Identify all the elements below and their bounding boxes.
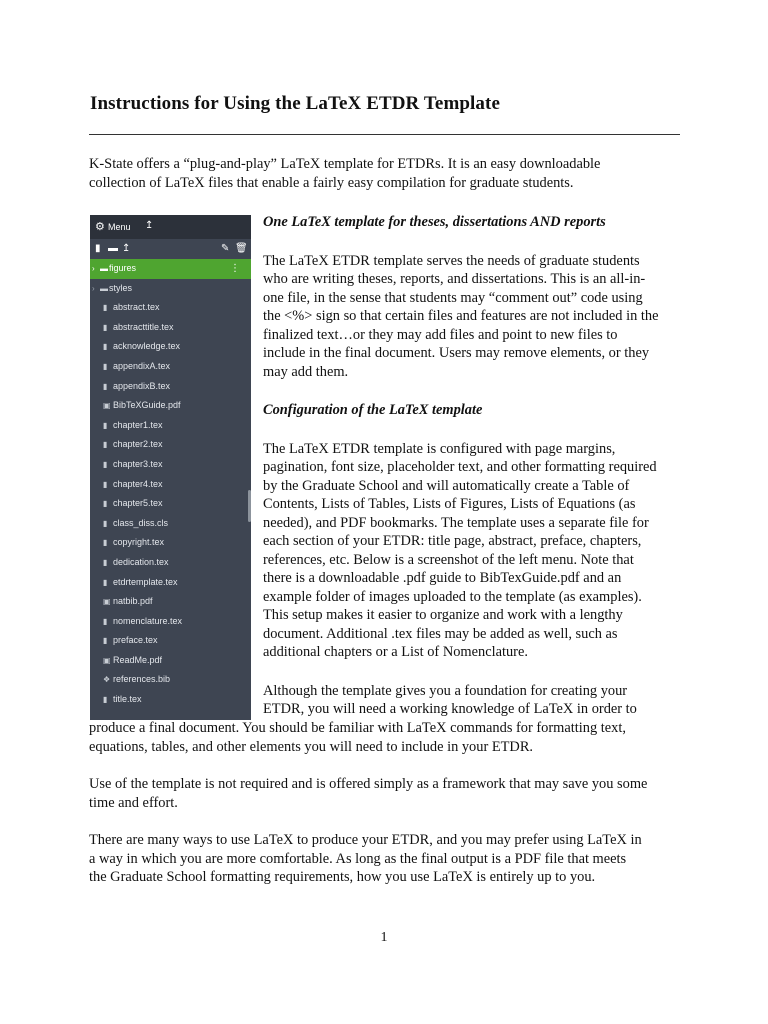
tree-item-label: styles [109,282,133,293]
tree-item-label: etdrtemplate.tex [113,576,178,587]
tree-item-label: chapter1.tex [113,419,163,430]
file-icon: ▮ [103,440,108,450]
tree-item[interactable] [90,279,251,299]
image-file-icon: ▣ [103,401,111,411]
paragraph [89,775,689,812]
text-line: The LaTeX ETDR template serves the needs of graduate students [263,252,640,269]
file-icon: ▮ [103,499,108,509]
text-line: may add them. [263,363,349,380]
text-line: additional chapters or a List of Nomenclature. [263,644,528,660]
scrollbar-thumb[interactable] [248,490,251,522]
tree-item[interactable] [90,318,251,338]
tree-item-label: chapter4.tex [113,478,163,489]
gear-icon[interactable]: ⚙ [95,221,105,233]
text-line: ETDR, you will need a working knowledge of LaTeX in order to [263,701,637,717]
bib-file-icon: ❖ [103,675,111,685]
section2-para2 [263,682,683,719]
file-icon: ▮ [103,420,108,430]
tree-item-label: dedication.tex [113,556,169,567]
text-line: This setup makes it easier to organize and work with a lengthy [263,607,623,623]
pencil-icon[interactable]: ✎ [221,243,230,254]
tree-item[interactable] [90,337,251,357]
tree-item-label: references.bib [113,674,171,685]
tree-item[interactable] [90,631,251,651]
text-line: references, etc. Below is a screenshot of the left menu. Note that [263,551,634,568]
intro-paragraph [89,155,689,193]
tree-item-label: chapter5.tex [113,498,163,509]
file-icon: ▮ [103,577,108,587]
text-line: a way in which you are more comfortable. As long as the final output is a PDF file that meets [89,850,627,867]
text-line: each section of your ETDR: title page, abstract, preface, chapters, [263,533,642,549]
tree-item-label: BibTeXGuide.pdf [113,400,181,411]
file-icon: ▮ [103,361,108,371]
text-line: equations, tables, and other elements you will need to include in your ETDR. [89,738,534,755]
tree-item[interactable] [90,514,251,534]
section1-body [263,252,683,382]
file-icon: ▮ [103,303,108,313]
tree-item[interactable] [90,592,251,612]
folder-icon: ▬ [100,283,108,293]
section-heading: Configuration of the LaTeX template [263,402,483,418]
trash-icon[interactable]: 🗑 [235,243,248,254]
text-line: one file, in the sense that students may “comment out” code using [263,289,643,306]
tree-item-label: acknowledge.tex [113,341,181,352]
text-line: example folder of images uploaded to the template (as examples). [263,588,642,605]
tree-item[interactable] [90,475,251,495]
text-line: Use of the template is not required and is offered simply as a framework that may save you some [89,776,648,792]
tree-item-label: figures [109,263,137,273]
tree-item-label: appendixA.tex [113,360,171,371]
intro-line: K-State offers a “plug-and-play” LaTeX template for ETDRs. It is an easy downloadable [89,156,601,172]
tree-item[interactable] [90,357,251,377]
folder-icon[interactable]: ▬ [108,243,118,254]
text-line: time and effort. [89,794,178,811]
tree-item[interactable] [90,670,251,690]
text-line: pagination, font size, placeholder text, and other formatting required [263,459,657,475]
file-icon: ▮ [103,459,108,469]
page-number: 1 [380,930,388,945]
file-tree [90,259,251,710]
menu-label[interactable]: Menu [108,222,131,232]
tree-item[interactable] [90,573,251,593]
tree-item[interactable] [90,259,251,279]
text-line: the Graduate School formatting requirements, how you use LaTeX is entirely up to you. [89,869,596,885]
text-line: produce a final document. You should be familiar with LaTeX commands for formatting text, [89,720,626,736]
tree-item-label: abstract.tex [113,302,160,313]
tree-item[interactable] [90,690,251,710]
file-icon: ▮ [103,616,108,626]
lower-text [89,719,689,887]
image-file-icon: ▣ [103,597,111,607]
text-line: there is a downloadable .pdf guide to BibTexGuide.pdf and an [263,570,622,586]
tree-item[interactable] [90,435,251,455]
tree-item-label: nomenclature.tex [113,615,183,626]
upload-icon[interactable]: ↥ [122,243,131,254]
file-icon[interactable]: ▮ [95,243,101,254]
text-line: There are many ways to use LaTeX to produce your ETDR, and you may prefer using LaTeX in [89,832,642,848]
text-line: finalized text…or they may add files and point to new files to [263,326,618,343]
file-icon: ▮ [103,557,108,567]
file-icon: ▮ [103,479,108,489]
text-line: include in the final document. Users may remove elements, or they [263,345,650,361]
file-icon: ▮ [103,342,108,352]
tree-item-label: chapter2.tex [113,439,163,450]
file-icon: ▮ [103,518,108,528]
right-column [263,213,683,719]
tree-item-label: class_diss.cls [113,517,169,528]
intro-line: collection of LaTeX files that enable a fairly easy compilation for graduate students. [89,175,574,191]
paragraph [89,831,689,887]
tree-item-label: chapter3.tex [113,458,163,469]
text-line: document. Additional .tex files may be added as well, such as [263,625,618,642]
tree-item-label: copyright.tex [113,537,165,548]
text-line: who are writing theses, reports, and dissertations. This is an all-in- [263,271,646,287]
tree-item[interactable] [90,651,251,671]
tree-item[interactable] [90,298,251,318]
tree-item-label: abstracttitle.tex [113,321,174,332]
file-tree-panel [90,215,251,720]
file-icon: ▮ [103,538,108,548]
para-continuation [89,719,689,756]
file-icon: ▮ [103,636,108,646]
tree-item[interactable] [90,533,251,553]
tree-item[interactable] [90,494,251,514]
chevron-right-icon[interactable]: › [92,283,95,293]
folder-icon: ▬ [100,264,108,273]
image-file-icon: ▣ [103,655,111,665]
section-heading: One LaTeX template for theses, dissertations AND reports [263,214,606,230]
text-line: The LaTeX ETDR template is configured with page margins, [263,440,616,457]
tree-item-label: title.tex [113,694,142,705]
file-icon: ▮ [103,381,108,391]
tree-item-label: preface.tex [113,635,158,646]
file-toolbar [90,239,251,259]
text-line: by the Graduate School and will automatically create a Table of [263,477,630,494]
tree-item[interactable] [90,612,251,632]
file-icon: ▮ [103,695,108,705]
text-line: the <%> sign so that certain files and features are not included in the [263,308,659,324]
text-line: Contents, Lists of Tables, Lists of Figures, Lists of Equations (as [263,496,636,512]
tree-item[interactable] [90,455,251,475]
text-line: Although the template gives you a foundation for creating your [263,682,628,699]
chevron-right-icon[interactable]: › [92,264,95,273]
upload-icon[interactable]: ↥ [145,220,154,231]
tree-item-label: ReadMe.pdf [113,654,163,665]
text-line: needed), and PDF bookmarks. The template uses a separate file for [263,514,649,531]
tree-item[interactable] [90,377,251,397]
tree-item-label: appendixB.tex [113,380,171,391]
more-options-icon[interactable]: ⋮ [230,263,240,274]
document-title: Instructions for Using the LaTeX ETDR Template [90,93,500,114]
tree-item[interactable] [90,416,251,436]
tree-item[interactable] [90,396,251,416]
file-icon: ▮ [103,322,108,332]
panel-header [90,215,251,239]
tree-item-label: natbib.pdf [113,596,153,607]
title-divider [89,134,680,135]
section2-body [263,440,683,662]
tree-item[interactable] [90,553,251,573]
